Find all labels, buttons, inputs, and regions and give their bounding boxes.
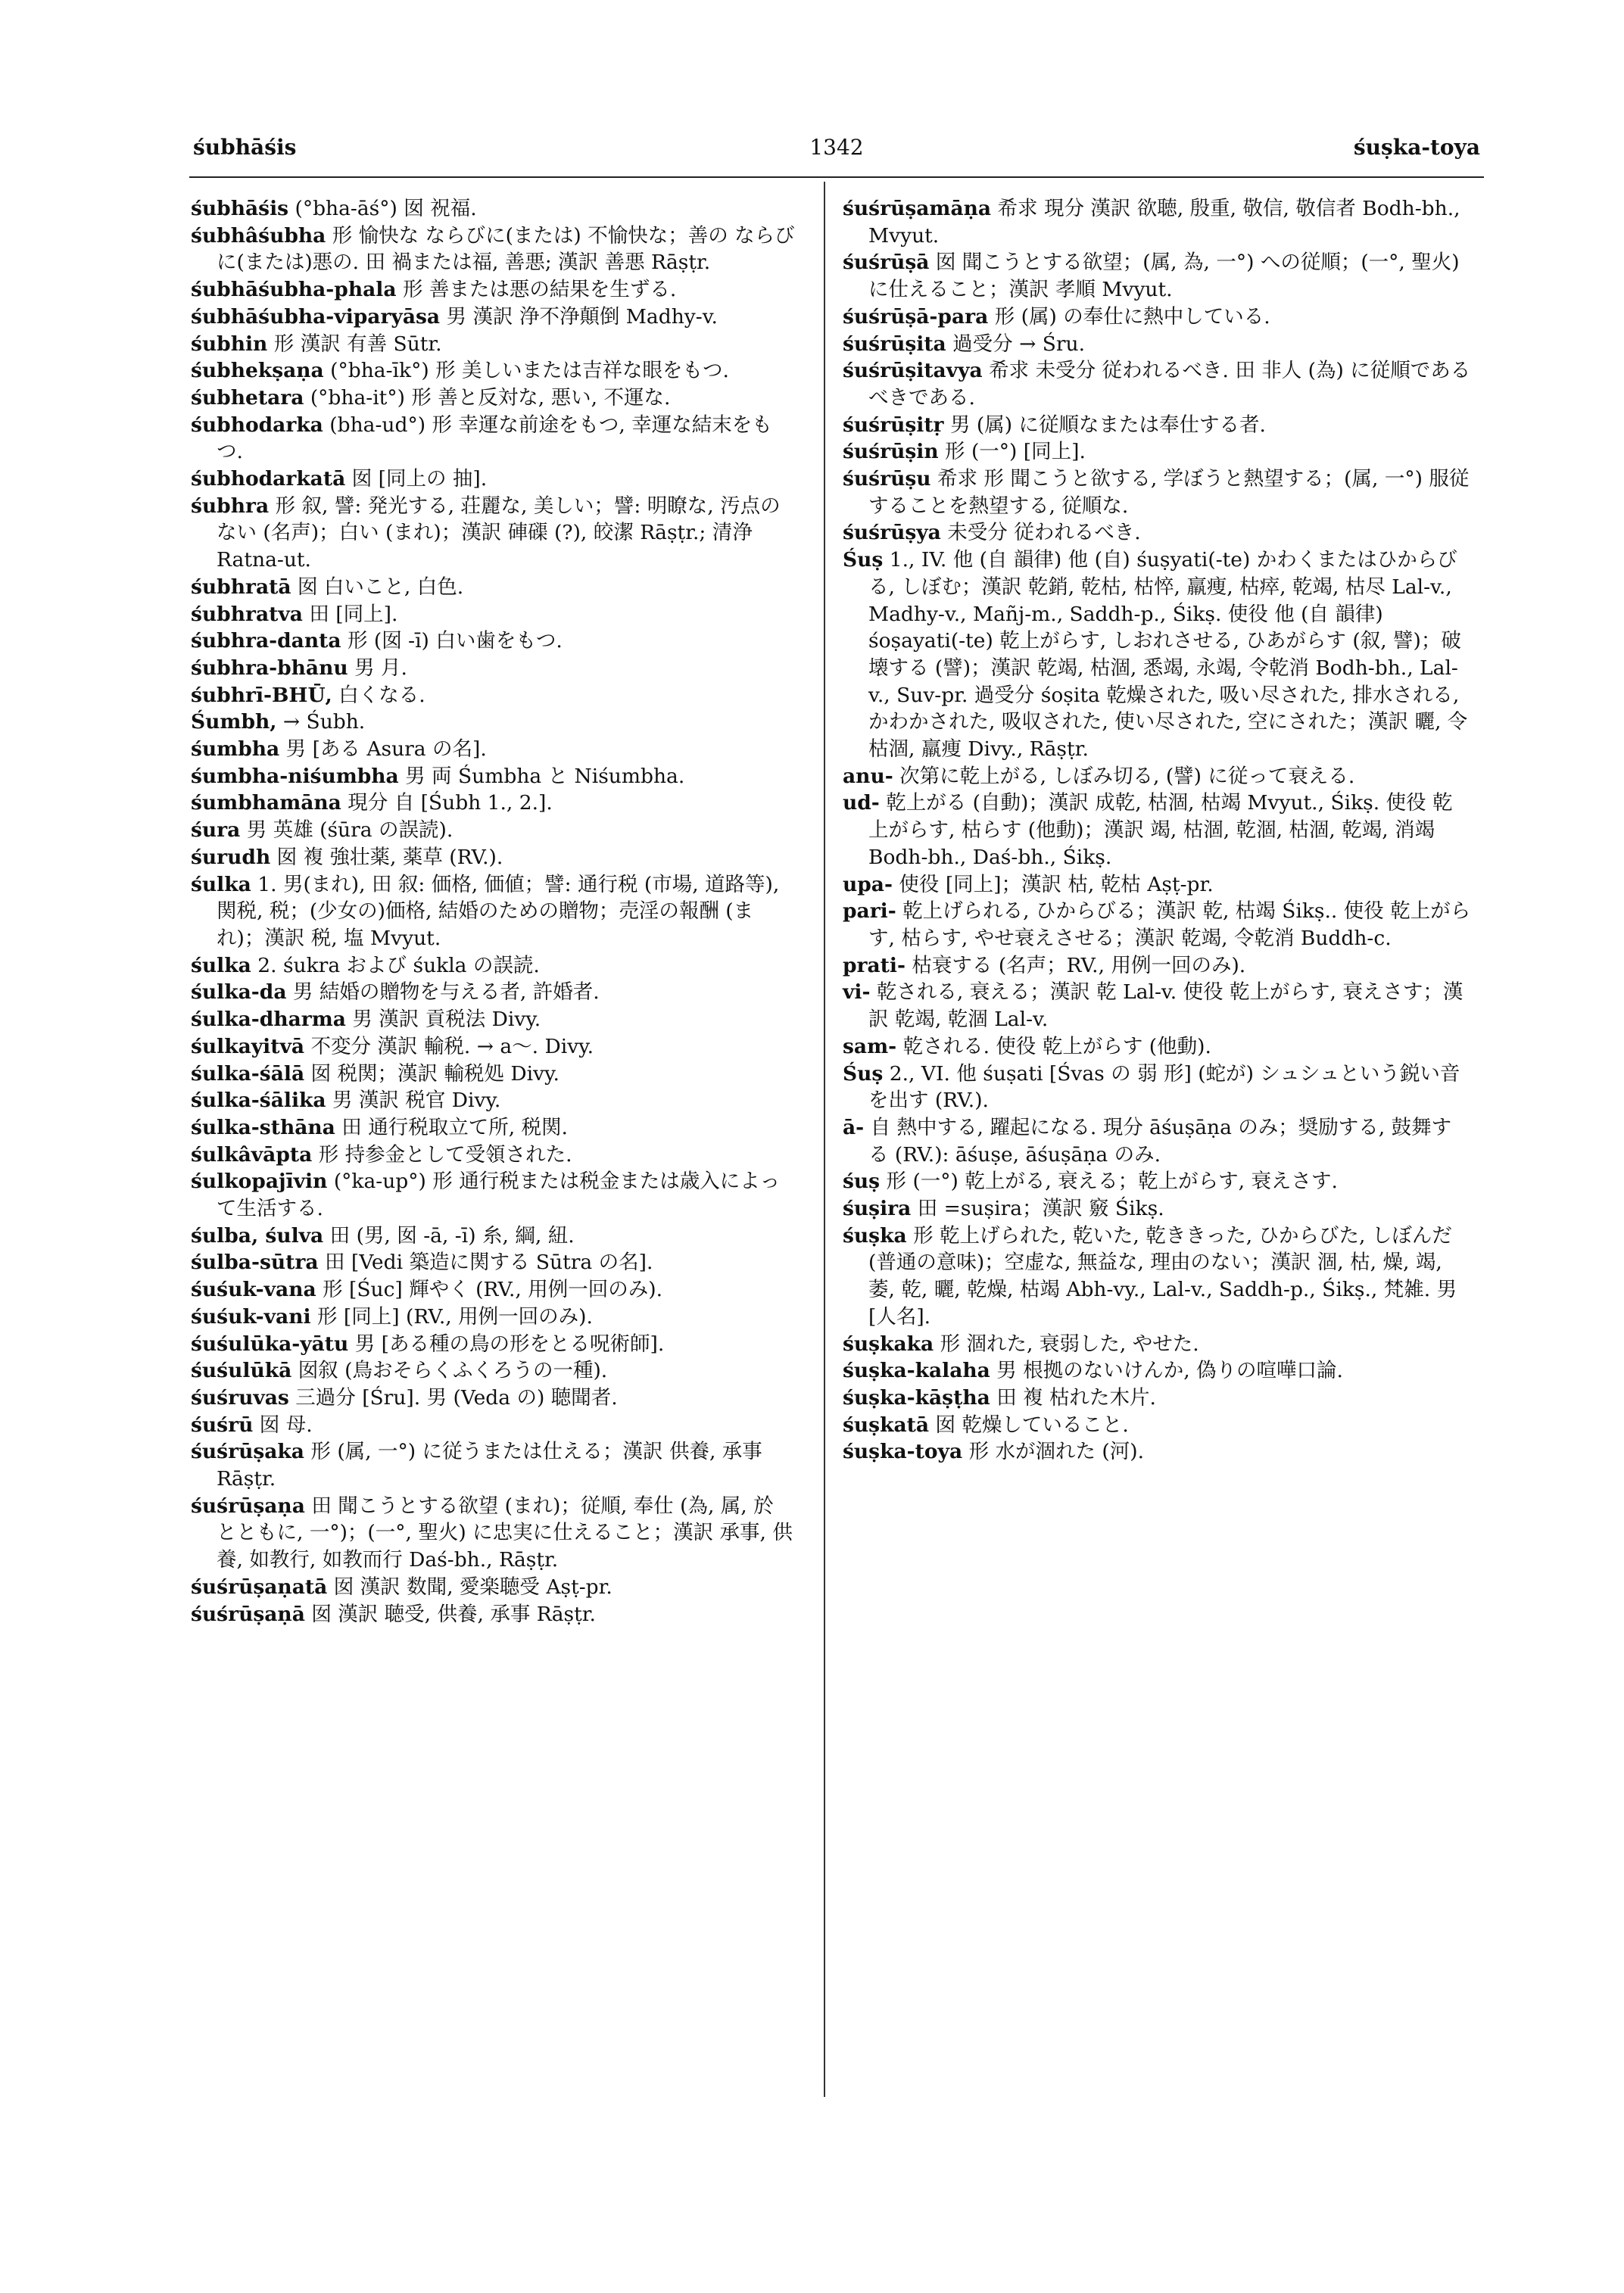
headword: śubhra-bhānu xyxy=(191,656,348,680)
headword: śubhodarka xyxy=(191,413,323,437)
headword: śuśrūṣā-para xyxy=(843,304,989,329)
dictionary-entry xyxy=(191,628,796,655)
dictionary-entry xyxy=(191,223,796,276)
definition-text: 田 聞こうとする欲望 (まれ)；従順, 奉仕 (為, 属, 於 とともに, 一°)；(一°, 聖火) に忠実に仕えること；漢訳 承事, 供養, 如教行, 如教而行 Daś-bh., Rāṣṭr. xyxy=(217,1494,793,1572)
definition-text: 不変分 漢訳 輸税. → a～. Divy. xyxy=(310,1034,594,1058)
definition-text: 形 [同上] (RV., 用例一回のみ). xyxy=(317,1304,593,1329)
definition-text: 使役 [同上]；漢訳 枯, 乾枯 Aṣṭ-pr. xyxy=(899,872,1214,896)
definition-text: 形 (一°) [同上]. xyxy=(945,440,1086,464)
headword: śubhrī-BHŪ, xyxy=(191,683,332,707)
header-left-guide-word: śubhāśis xyxy=(193,135,297,160)
dictionary-entry xyxy=(843,763,1471,790)
definition-text: 形 善または悪の結果を生ずる. xyxy=(402,278,677,302)
definition-text: 形 [Śuc] 輝やく (RV., 用例一回のみ). xyxy=(323,1278,663,1302)
definition-text: 囡 乾燥していること. xyxy=(935,1413,1129,1437)
definition-text: 田 (男, 囡 -ā, -ī) 糸, 綱, 紐. xyxy=(329,1223,575,1248)
dictionary-entry xyxy=(191,1087,796,1114)
headword: śuśulūkā xyxy=(191,1359,292,1383)
dictionary-entry xyxy=(843,249,1471,303)
definition-text: 男 (属) に従順なまたは奉仕する者. xyxy=(949,413,1266,437)
dictionary-entry xyxy=(843,466,1471,519)
headword: Śumbh, xyxy=(191,710,277,734)
definition-text: 囡 税関；漢訳 輸税処 Divy. xyxy=(310,1061,560,1086)
dictionary-entry xyxy=(191,979,796,1006)
definition-text: 男 月. xyxy=(354,656,407,680)
dictionary-entry xyxy=(191,1061,796,1088)
definition-text: 形 (属, 一°) に従うまたは仕える；漢訳 供養, 承事 Rāṣṭr. xyxy=(217,1440,762,1491)
dictionary-entry xyxy=(191,763,796,790)
dictionary-entry xyxy=(843,1061,1471,1114)
headword: śuśrūṣaka xyxy=(191,1440,304,1464)
definition-text: 男 結婚の贈物を与える者, 許婚者. xyxy=(292,980,600,1005)
header-right-guide-word: śuṣka-toya xyxy=(1353,135,1480,160)
dictionary-entry xyxy=(191,1276,796,1304)
definition-text: 形 漢訳 有善 Sūtr. xyxy=(273,332,442,356)
definition-text: (°bha-it°) 形 善と反対な, 悪い, 不運な. xyxy=(310,385,671,410)
header-rule xyxy=(189,176,1484,178)
headword: ud- xyxy=(843,791,880,815)
dictionary-entry xyxy=(191,1493,796,1574)
headword: śumbha-niśumbha xyxy=(191,764,399,788)
dictionary-entry xyxy=(191,1412,796,1439)
headword: śulka-śālā xyxy=(191,1061,305,1086)
definition-text: 2. śukra および śukla の誤読. xyxy=(257,953,540,977)
definition-text: → Śubh. xyxy=(282,710,366,734)
dictionary-entry xyxy=(843,412,1471,439)
definition-text: 過受分 → Śru. xyxy=(952,332,1086,356)
headword: śulka-da xyxy=(191,980,287,1005)
definition-text: 囡 複 強壮薬, 薬草 (RV.). xyxy=(276,845,503,869)
headword: śulba-sūtra xyxy=(191,1251,319,1275)
headword: śubhratva xyxy=(191,602,303,626)
headword: śulka-sthāna xyxy=(191,1115,335,1139)
dictionary-entry xyxy=(191,357,796,385)
dictionary-entry xyxy=(191,1331,796,1358)
definition-text: 形 (囡 -ī) 白い歯をもつ. xyxy=(347,629,563,653)
dictionary-entry xyxy=(843,1168,1471,1195)
definition-text: 希求 未受分 従われるべき. 田 非人 (為) に従順であるべきである. xyxy=(868,359,1471,410)
definition-text: 男 漢訳 税官 Divy. xyxy=(332,1089,501,1113)
headword: śuśrūṣitavya xyxy=(843,359,983,383)
definition-text: 形 乾上げられた, 乾いた, 乾ききった, ひからびた, しぼんだ (普通の意味)；空虚な, 無益な, 理由のない；漢訳 涸, 枯, 燥, 竭, 萎, 乾, 曬, 乾燥, 枯竭 Abh-vy., Lal-v., Saddh-p., Śikṣ., 梵雑. 男 [人名]. xyxy=(868,1223,1457,1329)
headword: śuśrūṣu xyxy=(843,467,931,491)
dictionary-entry xyxy=(843,979,1471,1033)
headword: śuśrūṣaṇa xyxy=(191,1494,305,1518)
definition-text: 形 持参金として受領された. xyxy=(318,1142,572,1167)
definition-text: 1., IV. 他 (自 韻律) 他 (自) śuṣyati(-te) かわくまたはひからびる, しぼむ；漢訳 乾銷, 乾枯, 枯悴, 羸痩, 枯瘁, 乾竭, 枯尽 Lal-v., Madhy-v., Mañj-m., Saddh-p., Śikṣ. 使役 他 (自 韻律) śoṣayati(-te) 乾上がらす, しおれさせる, ひあがらす (叙, 譬)；破壊する (譬)；漢訳 乾竭, 枯涸, 悉竭, 永竭, 令乾消 Bodh-bh., Lal-v., Suv-pr. 過受分 śoṣita 乾燥された, 吸い尽された, 排水される, かわかされた, 吸収された, 使い尽された, 空にされた；漢訳 曬, 令枯涸, 羸痩 Divy., Rāṣṭr. xyxy=(868,548,1468,762)
definition-text: 形 (属) の奉仕に熱中している. xyxy=(994,304,1270,329)
definition-text: 男 両 Śumbha と Niśumbha. xyxy=(405,764,685,788)
headword: śubhetara xyxy=(191,385,304,410)
headword: śuśrūṣaṇā xyxy=(191,1602,305,1626)
headword: Śuṣ xyxy=(843,548,884,572)
definition-text: 田 [Vedi 築造に関する Sūtra の名]. xyxy=(324,1251,653,1275)
headword: śuśuk-vana xyxy=(191,1278,316,1302)
dictionary-entry xyxy=(191,1033,796,1061)
definition-text: 男 [ある種の鳥の形をとる呪術師]. xyxy=(354,1332,665,1356)
dictionary-entry xyxy=(191,1357,796,1385)
dictionary-entry xyxy=(843,1438,1471,1466)
dictionary-entry xyxy=(191,1574,796,1601)
definition-text: 希求 形 聞こうと欲する, 学ぼうと熱望する；(属, 一°) 服従することを熱望する, 従順な. xyxy=(868,467,1470,518)
headword: śubhāśubha-viparyāsa xyxy=(191,304,441,329)
headword: śulka xyxy=(191,953,251,977)
dictionary-entry xyxy=(843,304,1471,331)
headword: śubhra xyxy=(191,494,270,518)
headword: śuṣka-toya xyxy=(843,1440,963,1464)
dictionary-entry xyxy=(191,817,796,844)
dictionary-entry xyxy=(843,871,1471,899)
dictionary-entry xyxy=(191,709,796,736)
dictionary-entry xyxy=(191,412,796,466)
definition-text: 田 =suṣira；漢訳 竅 Śikṣ. xyxy=(917,1197,1164,1221)
headword: śubhāśis xyxy=(191,197,289,220)
dictionary-entry xyxy=(191,574,796,601)
dictionary-entry xyxy=(191,1114,796,1142)
definition-text: 男 根拠のないけんか, 偽りの喧嘩口論. xyxy=(996,1359,1343,1383)
definition-text: 形 愉快な ならびに(または) 不愉快な；善の ならびに(または)悪の. 田 禍または福, 善悪; 漢訳 善悪 Rāṣṭr. xyxy=(217,223,795,275)
definition-text: 2., VI. 他 śuṣati [Śvas の 弱 形] (蛇が) シュシュという鋭い音を出す (RV.). xyxy=(868,1061,1460,1113)
dictionary-entry xyxy=(843,1114,1471,1168)
definition-text: (°bha-īk°) 形 美しいまたは吉祥な眼をもつ. xyxy=(330,359,729,383)
dictionary-entry xyxy=(843,331,1471,358)
definition-text: 三過分 [Śru]. 男 (Veda の) 聴聞者. xyxy=(295,1385,618,1410)
headword: pari- xyxy=(843,899,896,924)
dictionary-entry xyxy=(191,493,796,574)
definition-text: 形 叙, 譬: 発光する, 荘麗な, 美しい；譬: 明瞭な, 汚点のない (名声)；白い (まれ)；漢訳 硨磲 (?), 皎潔 Rāṣṭr.; 清浄 Ratna-ut. xyxy=(217,494,781,572)
definition-text: 未受分 従われるべき. xyxy=(947,521,1141,545)
definition-text: 男 [ある Asura の名]. xyxy=(285,737,487,762)
headword: śubhâśubha xyxy=(191,223,326,248)
headword: prati- xyxy=(843,953,906,977)
dictionary-entry xyxy=(843,357,1471,411)
headword: śura xyxy=(191,818,241,843)
dictionary-entry xyxy=(843,195,1471,249)
definition-text: 囡 母. xyxy=(259,1413,313,1437)
headword: śulba, śulva xyxy=(191,1223,324,1248)
definition-text: 乾上がる (自動)；漢訳 成乾, 枯涸, 枯竭 Mvyut., Śikṣ. 使役 乾上がらす, 枯らす (他動)；漢訳 竭, 枯涸, 乾涸, 枯涸, 乾竭, 消竭 Bodh-bh., Daś-bh., Śikṣ. xyxy=(868,791,1453,869)
headword: śulka-dharma xyxy=(191,1008,346,1032)
page-header xyxy=(193,135,1480,168)
definition-text: 田 [同上]. xyxy=(309,602,398,626)
dictionary-entry xyxy=(843,519,1471,547)
dictionary-entry xyxy=(191,736,796,763)
headword: sam- xyxy=(843,1034,897,1058)
headword: śulkopajīvin xyxy=(191,1170,328,1194)
headword: śumbhamāna xyxy=(191,791,341,815)
headword: upa- xyxy=(843,872,893,896)
definition-text: 男 漢訳 貢税法 Divy. xyxy=(352,1008,541,1032)
headword: śulka xyxy=(191,872,251,896)
headword: vi- xyxy=(843,980,871,1005)
headword: śubhekṣaṇa xyxy=(191,359,324,383)
dictionary-entry xyxy=(191,1438,796,1492)
definition-text: 形 (一°) 乾上がる, 衰える；乾上がらす, 衰えさす. xyxy=(886,1170,1338,1194)
dictionary-entry xyxy=(843,952,1471,980)
headword: śuśuk-vani xyxy=(191,1304,311,1329)
headword: śuśrūṣitṛ xyxy=(843,413,944,437)
right-column xyxy=(843,195,1471,1466)
headword: śuśrūṣin xyxy=(843,440,939,464)
definition-text: (bha-ud°) 形 幸運な前途をもつ, 幸運な結末をもつ. xyxy=(217,413,772,464)
dictionary-entry xyxy=(191,655,796,682)
dictionary-entry xyxy=(191,1385,796,1412)
definition-text: 田 通行税取立て所, 税関. xyxy=(341,1115,568,1139)
headword: śuṣkatā xyxy=(843,1413,930,1437)
definition-text: 現分 自 [Śubh 1., 2.]. xyxy=(348,791,553,815)
headword: śulkâvāpta xyxy=(191,1142,313,1167)
headword: Śuṣ xyxy=(843,1061,884,1086)
definition-text: (°ka-up°) 形 通行税または税金または歳入によって生活する. xyxy=(217,1170,781,1221)
headword: śuśrūṣita xyxy=(843,332,946,356)
dictionary-entry xyxy=(191,952,796,980)
dictionary-entry xyxy=(191,466,796,493)
definition-text: 囡 聞こうとする欲望；(属, 為, 一°) への従順；(一°, 聖火) に仕えること；漢訳 孝順 Mvyut. xyxy=(868,251,1460,302)
headword: śumbha xyxy=(191,737,280,762)
dictionary-entry xyxy=(843,1195,1471,1223)
dictionary-entry xyxy=(191,844,796,871)
headword: śuśrūṣamāṇa xyxy=(843,197,992,220)
headword: śubhin xyxy=(191,332,268,356)
definition-text: 囡 白いこと, 白色. xyxy=(297,575,464,599)
dictionary-entry xyxy=(191,790,796,817)
definition-text: 自 熱中する, 躍起になる. 現分 āśuṣāṇa のみ；奨励する, 鼓舞する (RV.): āśuṣe, āśuṣāṇa のみ. xyxy=(868,1115,1452,1167)
page-number: 1342 xyxy=(809,135,864,160)
dictionary-entry xyxy=(843,1385,1471,1412)
dictionary-entry xyxy=(843,790,1471,871)
definition-text: (°bha-āś°) 囡 祝福. xyxy=(295,197,477,220)
headword: ā- xyxy=(843,1115,865,1139)
headword: śuśruvas xyxy=(191,1385,289,1410)
headword: śuśulūka-yātu xyxy=(191,1332,349,1356)
dictionary-entry xyxy=(191,331,796,358)
definition-text: 希求 現分 漢訳 欲聴, 殷重, 敬信, 敬信者 Bodh-bh., Mvyut. xyxy=(868,197,1460,248)
definition-text: 男 英雄 (śūra の誤読). xyxy=(246,818,454,843)
definition-text: 形 涸れた, 衰弱した, やせた. xyxy=(940,1332,1199,1356)
dictionary-entry xyxy=(191,1006,796,1033)
headword: śuśrūṣā xyxy=(843,251,930,275)
dictionary-entry xyxy=(843,1331,1471,1358)
dictionary-entry xyxy=(191,601,796,628)
definition-text: 囡 漢訳 聴受, 供養, 承事 Rāṣṭr. xyxy=(311,1602,596,1626)
dictionary-entry xyxy=(191,195,796,223)
definition-text: 田 複 枯れた木片. xyxy=(996,1385,1156,1410)
dictionary-entry xyxy=(843,438,1471,466)
dictionary-entry xyxy=(191,1304,796,1331)
headword: śubhāśubha-phala xyxy=(191,278,397,302)
definition-text: 囡叙 (鳥おそらくふくろうの一種). xyxy=(298,1359,608,1383)
definition-text: 次第に乾上がる, しぼみ切る, (譬) に従って衰える. xyxy=(899,764,1355,788)
headword: śuṣka-kāṣṭha xyxy=(843,1385,990,1410)
headword: śubhra-danta xyxy=(191,629,341,653)
dictionary-entry xyxy=(191,276,796,304)
dictionary-entry xyxy=(191,682,796,709)
definition-text: 囡 [同上の 抽]. xyxy=(351,467,488,491)
headword: śuśrū xyxy=(191,1413,254,1437)
headword: śulkayitvā xyxy=(191,1034,305,1058)
dictionary-entry xyxy=(191,1142,796,1169)
headword: śuṣka-kalaha xyxy=(843,1359,990,1383)
dictionary-entry xyxy=(191,1249,796,1276)
headword: śulka-śālika xyxy=(191,1089,326,1113)
dictionary-entry xyxy=(843,1033,1471,1061)
headword: śurudh xyxy=(191,845,271,869)
headword: śuṣka xyxy=(843,1223,907,1248)
definition-text: 乾される, 衰える；漢訳 乾 Lal-v. 使役 乾上がらす, 衰えさす；漢訳 乾竭, 乾涸 Lal-v. xyxy=(868,980,1463,1032)
dictionary-entry xyxy=(191,304,796,331)
headword: śuśrūṣya xyxy=(843,521,941,545)
headword: śubhodarkatā xyxy=(191,467,346,491)
definition-text: 乾上げられる, ひからびる；漢訳 乾, 枯竭 Śikṣ.. 使役 乾上がらす, 枯らす, やせ衰えさせる；漢訳 乾竭, 令乾消 Buddh-c. xyxy=(868,899,1471,950)
dictionary-entry xyxy=(843,1223,1471,1331)
definition-text: 枯衰する (名声；RV., 用例一回のみ). xyxy=(912,953,1246,977)
column-divider xyxy=(824,182,825,2097)
dictionary-entry xyxy=(843,547,1471,763)
definition-text: 乾される. 使役 乾上がらす (他動). xyxy=(902,1034,1211,1058)
dictionary-entry xyxy=(843,898,1471,952)
definition-text: 1. 男(まれ), 田 叙: 価格, 価値；譬: 通行税 (市場, 道路等), 関税, 税；(少女の)価格, 結婚のための贈物；売淫の報酬 (まれ)；漢訳 税, 塩 Mvyut. xyxy=(217,872,780,950)
headword: śubhratā xyxy=(191,575,291,599)
definition-text: 男 漢訳 浄不浄顛倒 Madhy-v. xyxy=(446,304,718,329)
dictionary-entry xyxy=(191,871,796,952)
headword: śuṣ xyxy=(843,1170,881,1194)
headword: śuṣira xyxy=(843,1197,912,1221)
left-column xyxy=(191,195,796,1628)
definition-text: 形 水が涸れた (河). xyxy=(968,1440,1145,1464)
definition-text: 囡 漢訳 数聞, 愛楽聴受 Aṣṭ-pr. xyxy=(333,1575,613,1599)
headword: śuṣkaka xyxy=(843,1332,934,1356)
dictionary-entry xyxy=(191,1168,796,1222)
definition-text: 白くなる. xyxy=(338,683,425,707)
headword: anu- xyxy=(843,764,893,788)
dictionary-entry xyxy=(191,385,796,412)
headword: śuśrūṣaṇatā xyxy=(191,1575,328,1599)
dictionary-entry xyxy=(843,1357,1471,1385)
dictionary-entry xyxy=(843,1412,1471,1439)
dictionary-entry xyxy=(191,1601,796,1628)
dictionary-entry xyxy=(191,1223,796,1250)
